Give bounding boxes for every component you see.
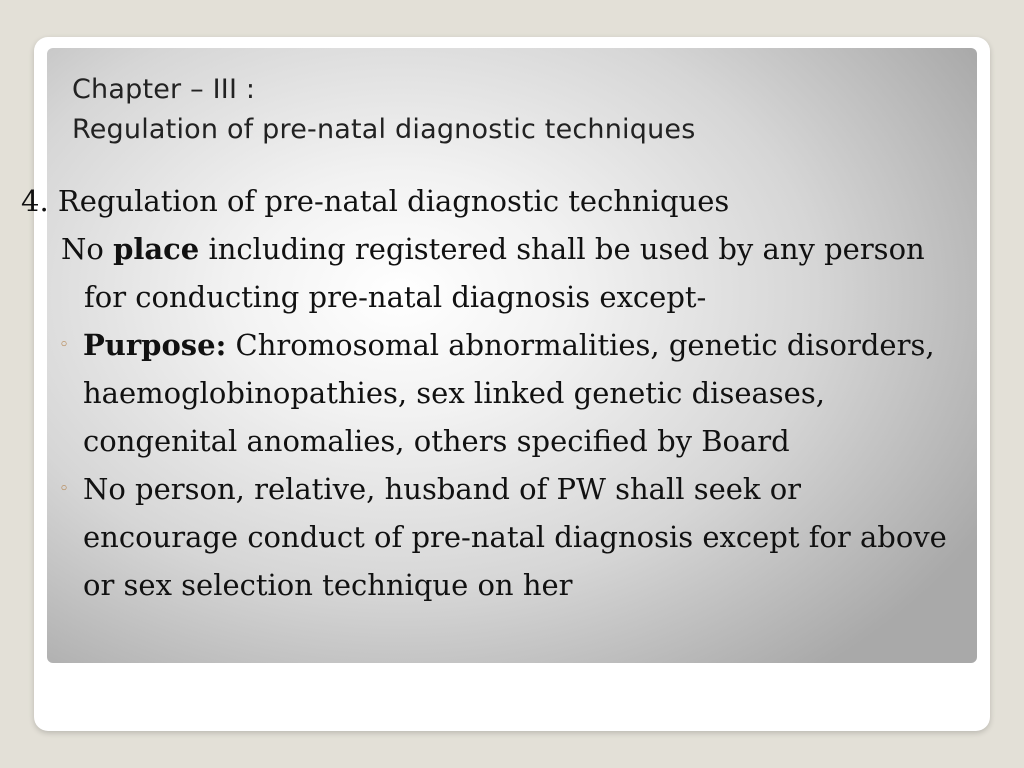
bullet-item-purpose bbox=[59, 321, 963, 465]
intro-paragraph bbox=[61, 225, 934, 321]
bullet-bold-label: Purpose: bbox=[83, 328, 227, 362]
bullet-text: No person, relative, husband of PW shall seek or encourage conduct of pre-natal diagnosis except for above or sex selection technique on her bbox=[83, 472, 947, 602]
bullet-circle-icon: ◦ bbox=[59, 479, 70, 499]
slide-body bbox=[21, 177, 971, 609]
section-heading: 4. Regulation of pre-natal diagnostic techniques bbox=[21, 184, 730, 218]
bullet-item-no-person bbox=[59, 465, 963, 609]
bullet-list bbox=[21, 321, 971, 609]
slide-title bbox=[72, 70, 695, 150]
intro-post: including registered shall be used by any person for conducting pre-natal diagnosis except- bbox=[84, 232, 925, 314]
title-line-2: Regulation of pre-natal diagnostic techniques bbox=[72, 114, 696, 145]
bullet-text: Chromosomal abnormalities, genetic disorders, haemoglobinopathies, sex linked genetic diseases, congenital anomalies, others specified by Board bbox=[83, 328, 935, 458]
bullet-circle-icon: ◦ bbox=[59, 335, 70, 355]
intro-pre: No bbox=[61, 232, 114, 266]
title-line-1: Chapter – III : bbox=[72, 74, 256, 105]
intro-bold-word: place bbox=[113, 232, 200, 266]
